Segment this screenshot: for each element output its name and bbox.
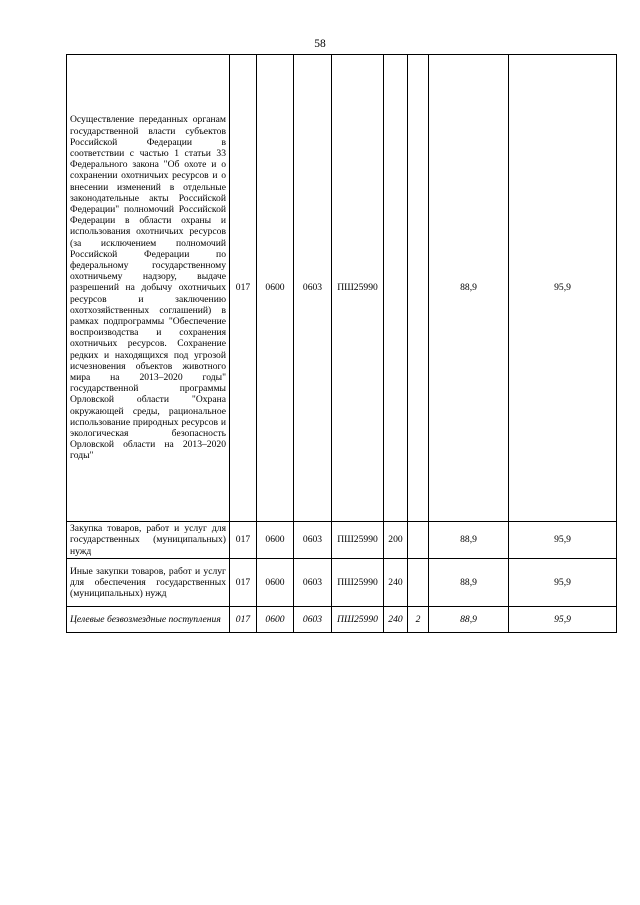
vr-cell [384, 55, 408, 522]
row-name-cell: Осуществление переданных органам государственной власти субъектов Российской Федерации в соответствии с частью 1 статьи 33 Федерального закона "Об охоте и о сохранении охотничьих ресурсов и о внесении изменений в отдельные законодательные акты Российской Федерации" полномочий Российской Федерации в области охраны и использования охотничьих ресурсов (за исключением полномочий Российской Федерации по федеральному государственному охотничьему надзору, выдаче разрешений на добычу охотничьих ресурсов и заключению охотхозяйственных соглашений) в рамках подпрограммы "Обеспечение воспроизводства и сохранения охотничьих ресурсов. Сохранение редких и находящихся под угрозой исчезновения объектов животного мира на 2013–2020 годы" государственной программы Орловской области "Охрана окружающей среды, рациональное использование природных ресурсов и экологическая безопасность Орловской области на 2013–2020 годы" [67, 55, 230, 522]
source-cell [408, 559, 429, 607]
value-cell-2: 95,9 [509, 607, 617, 633]
ved-cell: 017 [230, 522, 257, 559]
rz-cell: 0600 [257, 607, 294, 633]
ved-cell: 017 [230, 607, 257, 633]
row-name-cell: Целевые безвозмездные поступления [67, 607, 230, 633]
source-cell: 2 [408, 607, 429, 633]
csr-cell: ПШ25990 [332, 55, 384, 522]
ved-cell: 017 [230, 559, 257, 607]
rz-cell: 0600 [257, 559, 294, 607]
source-cell [408, 55, 429, 522]
vr-cell: 240 [384, 607, 408, 633]
vr-cell: 200 [384, 522, 408, 559]
pr-cell: 0603 [294, 522, 332, 559]
page-number: 58 [314, 38, 326, 50]
budget-table [66, 54, 617, 633]
vr-cell: 240 [384, 559, 408, 607]
value-cell-2: 95,9 [509, 559, 617, 607]
value-cell-1: 88,9 [429, 55, 509, 522]
source-cell [408, 522, 429, 559]
row-name-cell: Иные закупки товаров, работ и услуг для обеспечения государственных (муниципальных) нужд [67, 559, 230, 607]
rz-cell: 0600 [257, 55, 294, 522]
pr-cell: 0603 [294, 55, 332, 522]
value-cell-1: 88,9 [429, 522, 509, 559]
csr-cell: ПШ25990 [332, 559, 384, 607]
table-row [67, 607, 617, 633]
csr-cell: ПШ25990 [332, 522, 384, 559]
ved-cell: 017 [230, 55, 257, 522]
value-cell-1: 88,9 [429, 607, 509, 633]
pr-cell: 0603 [294, 559, 332, 607]
value-cell-2: 95,9 [509, 55, 617, 522]
value-cell-1: 88,9 [429, 559, 509, 607]
table-row [67, 522, 617, 559]
value-cell-2: 95,9 [509, 522, 617, 559]
pr-cell: 0603 [294, 607, 332, 633]
rz-cell: 0600 [257, 522, 294, 559]
table-row [67, 559, 617, 607]
csr-cell: ПШ25990 [332, 607, 384, 633]
table-row [67, 55, 617, 522]
row-name-cell: Закупка товаров, работ и услуг для государственных (муниципальных) нужд [67, 522, 230, 559]
